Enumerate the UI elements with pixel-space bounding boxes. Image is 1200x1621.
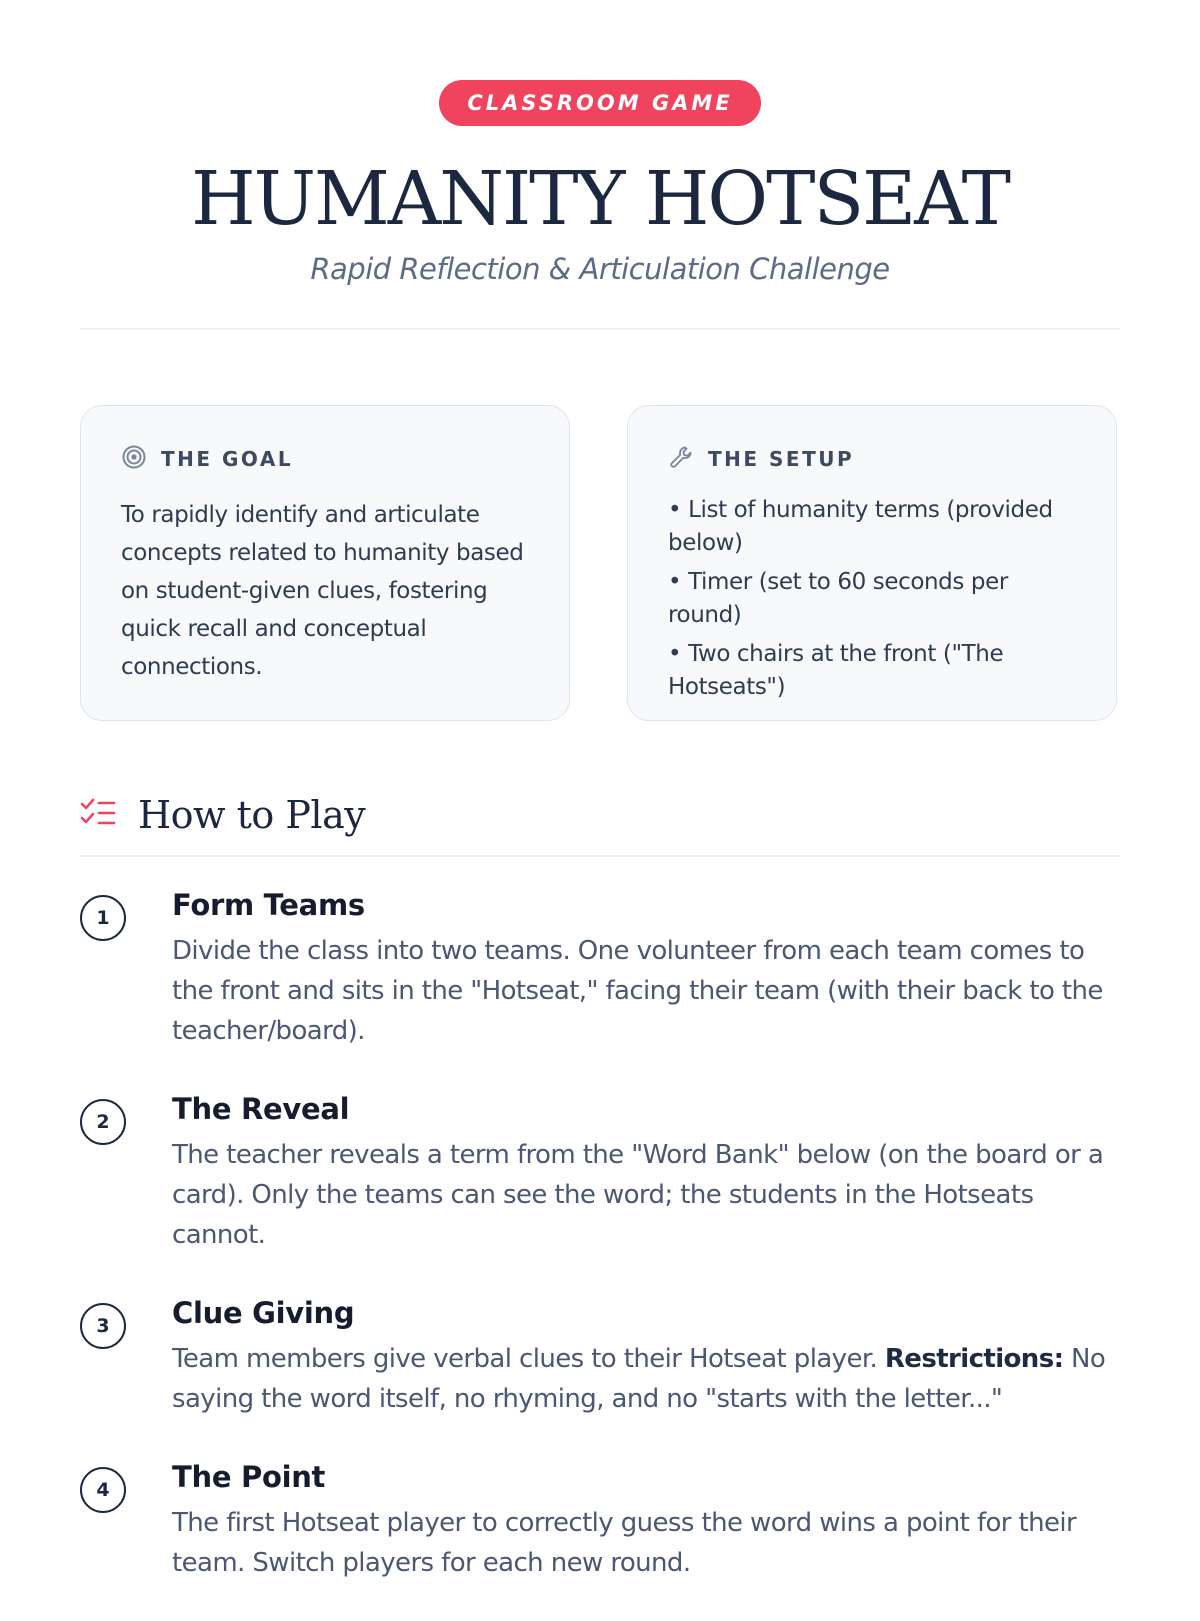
setup-list (668, 494, 1076, 704)
step-text: Team members give verbal clues to their Hotseat player. (172, 1344, 885, 1374)
setup-card (627, 405, 1117, 721)
step-title: Clue Giving (172, 1296, 355, 1330)
how-to-play-header (80, 785, 1120, 845)
info-cards (80, 405, 1120, 723)
category-badge: CLASSROOM GAME (439, 80, 760, 126)
setup-item: • Timer (set to 60 seconds per round) (668, 569, 1008, 628)
step-number: 4 (80, 1467, 126, 1513)
step-item (80, 1089, 1120, 1255)
wrench-icon (668, 444, 694, 474)
setup-item: • List of humanity terms (provided below) (668, 497, 1053, 556)
step-item (80, 1293, 1120, 1419)
step-number: 1 (80, 895, 126, 941)
page (80, 0, 1120, 1578)
section-title: How to Play (138, 793, 366, 837)
page-title: HUMANITY HOTSEAT (191, 156, 1009, 242)
goal-card-title: THE GOAL (161, 447, 294, 471)
step-item (80, 885, 1120, 1051)
goal-card-text: To rapidly identify and articulate concepts related to humanity based on student-given clues, fostering quick recall and conceptual connections. (121, 502, 524, 680)
setup-card-title: THE SETUP (708, 447, 855, 471)
step-text: No saying the word itself, no rhyming, and no "starts with the letter..." (172, 1344, 1106, 1414)
step-description: The first Hotseat player to correctly guess the word wins a point for their team. Switch players for each new round. (172, 1508, 1077, 1578)
goal-card (80, 405, 570, 721)
goal-card-header (121, 444, 529, 474)
setup-card-header (668, 444, 1076, 474)
step-number: 2 (80, 1099, 126, 1145)
header (80, 0, 1120, 330)
section-divider (80, 855, 1120, 857)
header-divider (80, 328, 1120, 330)
setup-item: • Two chairs at the front ("The Hotseats") (668, 641, 1004, 700)
step-item (80, 1457, 1120, 1583)
step-title: The Reveal (172, 1092, 350, 1126)
page-subtitle: Rapid Reflection & Articulation Challenge (310, 252, 890, 286)
step-description (172, 1339, 1120, 1419)
restrictions-label: Restrictions: (884, 1344, 1064, 1374)
step-description: The teacher reveals a term from the "Word Bank" below (on the board or a card). Only the teams can see the word; the students in the Hotseats cannot. (172, 1140, 1104, 1250)
step-description: Divide the class into two teams. One volunteer from each team comes to the front and sits in the "Hotseat," facing their team (with their back to the teacher/board). (172, 936, 1103, 1046)
step-title: Form Teams (172, 888, 365, 922)
checklist-icon (80, 797, 116, 833)
step-number: 3 (80, 1303, 126, 1349)
target-icon (121, 444, 147, 474)
steps-list (80, 885, 1120, 1621)
step-title: The Point (172, 1460, 326, 1494)
